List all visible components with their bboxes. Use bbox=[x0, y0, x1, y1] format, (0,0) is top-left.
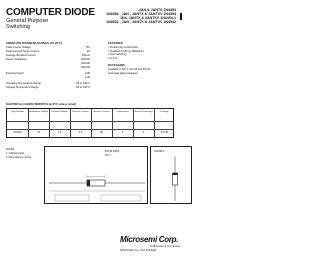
table-header: Capacitance bbox=[116, 111, 129, 113]
table-header: Breakdown Voltage bbox=[29, 111, 48, 113]
brand-logo: Microsemi Corp. bbox=[120, 235, 179, 244]
features-heading: FEATURES bbox=[108, 41, 123, 45]
rating-value: -65 to 200°C bbox=[75, 82, 90, 85]
rating-value: 2A bbox=[86, 50, 90, 53]
table-cell: 1N4454 bbox=[13, 130, 22, 134]
diode-outline-drawing bbox=[45, 147, 149, 205]
table-header: Type Number bbox=[10, 111, 25, 113]
subtitle bbox=[6, 18, 48, 30]
diagram-label: DO-7 bbox=[105, 154, 111, 157]
table-divider bbox=[7, 129, 173, 130]
rating-value: 500mW bbox=[81, 58, 90, 61]
brand-tagline: A Microsemi Company bbox=[150, 244, 181, 248]
rating-row bbox=[6, 72, 90, 75]
rating-row bbox=[6, 54, 90, 57]
rating-label: Derating Factor bbox=[6, 72, 24, 75]
table-cell: 75 bbox=[37, 130, 40, 134]
table-header: Reverse Current bbox=[72, 111, 89, 113]
rating-label: Peak Forward Surge Current bbox=[6, 50, 40, 53]
subtitle-line-2: Switching bbox=[6, 24, 30, 30]
diode-vertical-drawing bbox=[151, 147, 193, 205]
brand-address: SANTA ANA, CA • (714) 979-8220 bbox=[120, 249, 157, 252]
package-outline-box bbox=[44, 146, 148, 204]
feature-item: • Fast switching bbox=[108, 53, 127, 56]
ratings-heading: ABSOLUTE MAXIMUM RATINGS (AT 25°C) bbox=[6, 41, 63, 45]
subtitle-line-1: General Purpose bbox=[6, 18, 49, 24]
packaging-item: Available in DO-7, DO-35 and DO-41 bbox=[108, 68, 151, 71]
packaging-item: axial-lead glass packages bbox=[108, 71, 138, 75]
feature-item: • Double plug construction bbox=[108, 46, 139, 49]
part-line: JAN & JANTX 1N4454 bbox=[138, 8, 176, 12]
note-line: 1. Cathode band bbox=[6, 152, 24, 155]
table-cell: DO-35 bbox=[160, 130, 169, 134]
characteristics-table bbox=[6, 108, 174, 138]
rating-label: Operating Temperature Range bbox=[6, 82, 41, 85]
table-cell: 4 bbox=[142, 130, 145, 134]
box-label: 1N4454-1 bbox=[154, 150, 165, 153]
rating-value: 2.86 bbox=[84, 72, 90, 75]
note-line: 2. Dimensions in inches bbox=[6, 156, 32, 159]
rating-row bbox=[6, 58, 90, 61]
feature-item: • ttr 4 ns bbox=[108, 56, 118, 60]
table-cell: 1.0 bbox=[57, 130, 62, 134]
part-line: 1N4, JANTX & JANTXV 1N4454-1 bbox=[120, 16, 176, 21]
rating-row bbox=[6, 46, 90, 49]
part-line: 1N4454 , JAN , JANTX & JANTXV 1N4454 bbox=[106, 12, 176, 17]
package-alt-box bbox=[150, 146, 192, 204]
rating-label: Power Dissipation bbox=[6, 58, 27, 61]
table-cell: 0.1 bbox=[78, 130, 83, 134]
rating-value: -65 to 200°C bbox=[75, 86, 90, 89]
rating-label: Peak Inverse Voltage bbox=[6, 46, 31, 49]
table-header: Forward Voltage bbox=[51, 111, 68, 113]
part-line: 1N4532 , JAN , JANTX & JANTXV 1N4532 bbox=[106, 20, 176, 25]
rating-value: 400mW bbox=[81, 62, 90, 65]
rating-value: 75V bbox=[85, 46, 90, 49]
table-header: Reverse Current bbox=[93, 111, 110, 113]
rating-value: 200mA bbox=[81, 54, 90, 57]
title: COMPUTER DIODE bbox=[6, 7, 95, 18]
rating-row bbox=[6, 50, 90, 53]
feature-item: • Qualified to MIL-S-19500/144 bbox=[108, 49, 144, 53]
rating-value: 2.28 bbox=[84, 76, 90, 79]
rating-value: 250mW bbox=[81, 66, 90, 69]
diagram-label: DO-35 (MINI) bbox=[105, 150, 120, 153]
table-divider bbox=[7, 121, 173, 122]
rating-label: Storage Temperature Range bbox=[6, 86, 39, 89]
packaging-heading: PACKAGING bbox=[108, 63, 125, 67]
table-caption: ELECTRICAL CHARACTERISTICS (at 25°C unless noted) bbox=[6, 103, 76, 106]
section-marker bbox=[180, 13, 182, 20]
rating-label: Average Rectified Current bbox=[6, 54, 36, 57]
table-cell: 50 bbox=[100, 130, 103, 134]
note-line: NOTES: bbox=[6, 148, 15, 151]
rating-row bbox=[6, 82, 90, 85]
table-header: Reverse Recovery bbox=[134, 111, 153, 113]
table-cell: 2 bbox=[121, 130, 124, 134]
table-header: Package bbox=[160, 111, 169, 113]
rating-row bbox=[6, 86, 90, 89]
part-numbers bbox=[98, 8, 176, 24]
